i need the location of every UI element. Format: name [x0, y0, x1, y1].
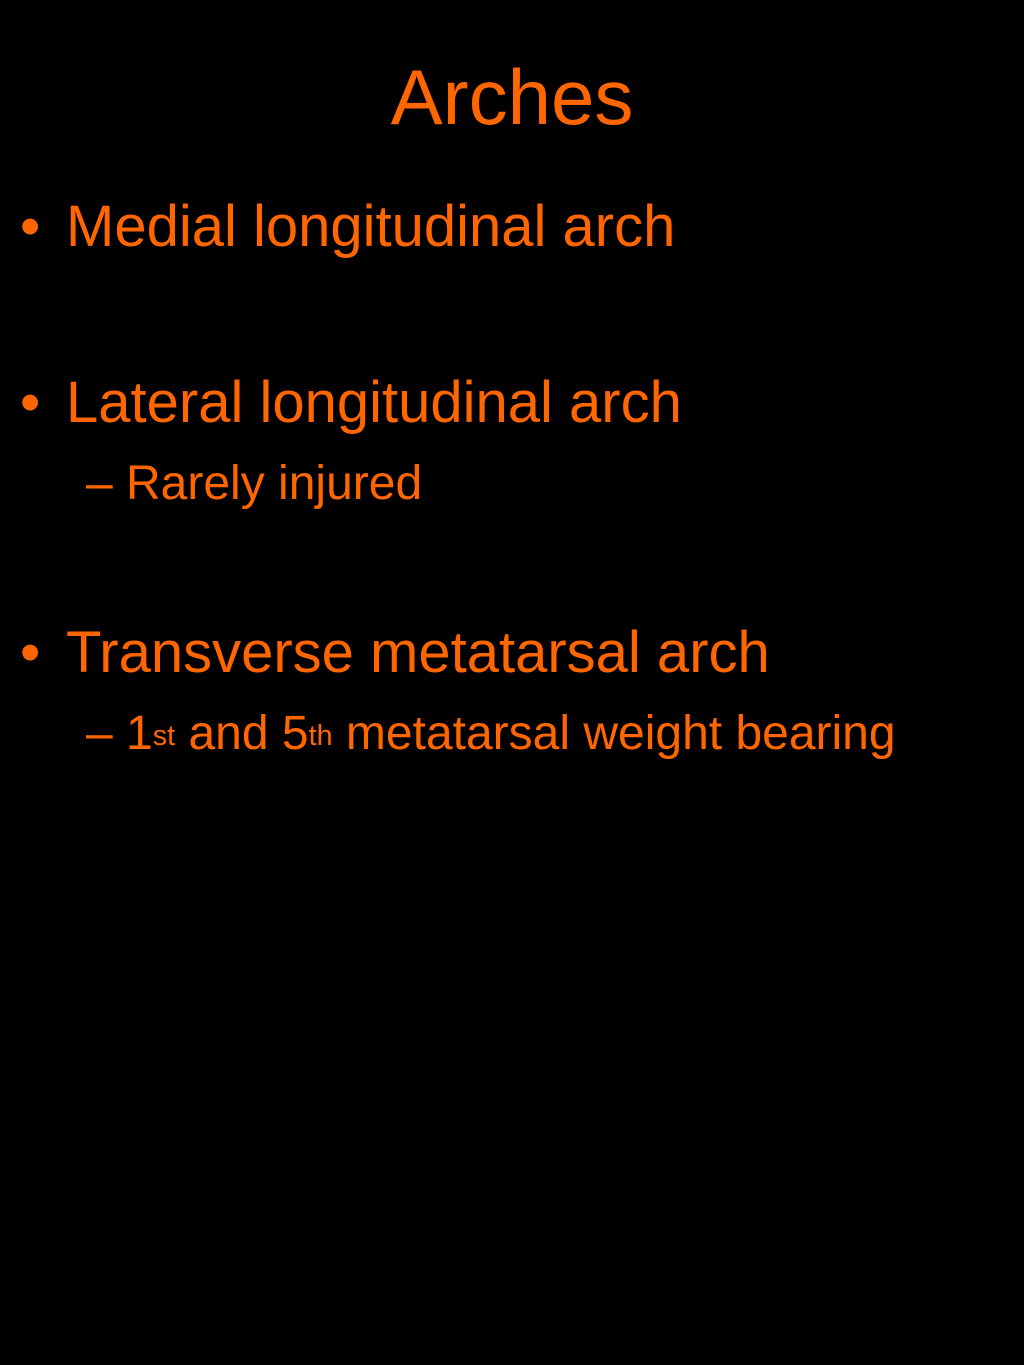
superscript-st: st: [152, 720, 176, 752]
bullet-text: Medial longitudinal arch: [66, 194, 676, 259]
bullet-marker: •: [20, 194, 41, 259]
bullet-medial-arch: [20, 194, 675, 260]
sub-bullet-text: Rarely injured: [126, 457, 423, 510]
bullet-marker: •: [20, 370, 41, 435]
dash-marker: –: [86, 457, 113, 510]
bullet-transverse-arch: [20, 620, 770, 686]
text-and-five: and 5: [175, 707, 309, 760]
dash-marker: –: [86, 707, 113, 760]
sub-bullet-weight-bearing: [86, 706, 896, 762]
bullet-lateral-arch: [20, 370, 682, 436]
bullet-text: Lateral longitudinal arch: [66, 370, 682, 435]
text-weight-bearing: metatarsal weight bearing: [332, 707, 896, 760]
bullet-text: Transverse metatarsal arch: [66, 620, 770, 685]
sub-bullet-rarely-injured: [86, 456, 422, 512]
bullet-marker: •: [20, 620, 41, 685]
ordinal-first: 1: [126, 707, 153, 760]
superscript-th: th: [308, 720, 333, 752]
slide-title: Arches: [390, 53, 634, 141]
